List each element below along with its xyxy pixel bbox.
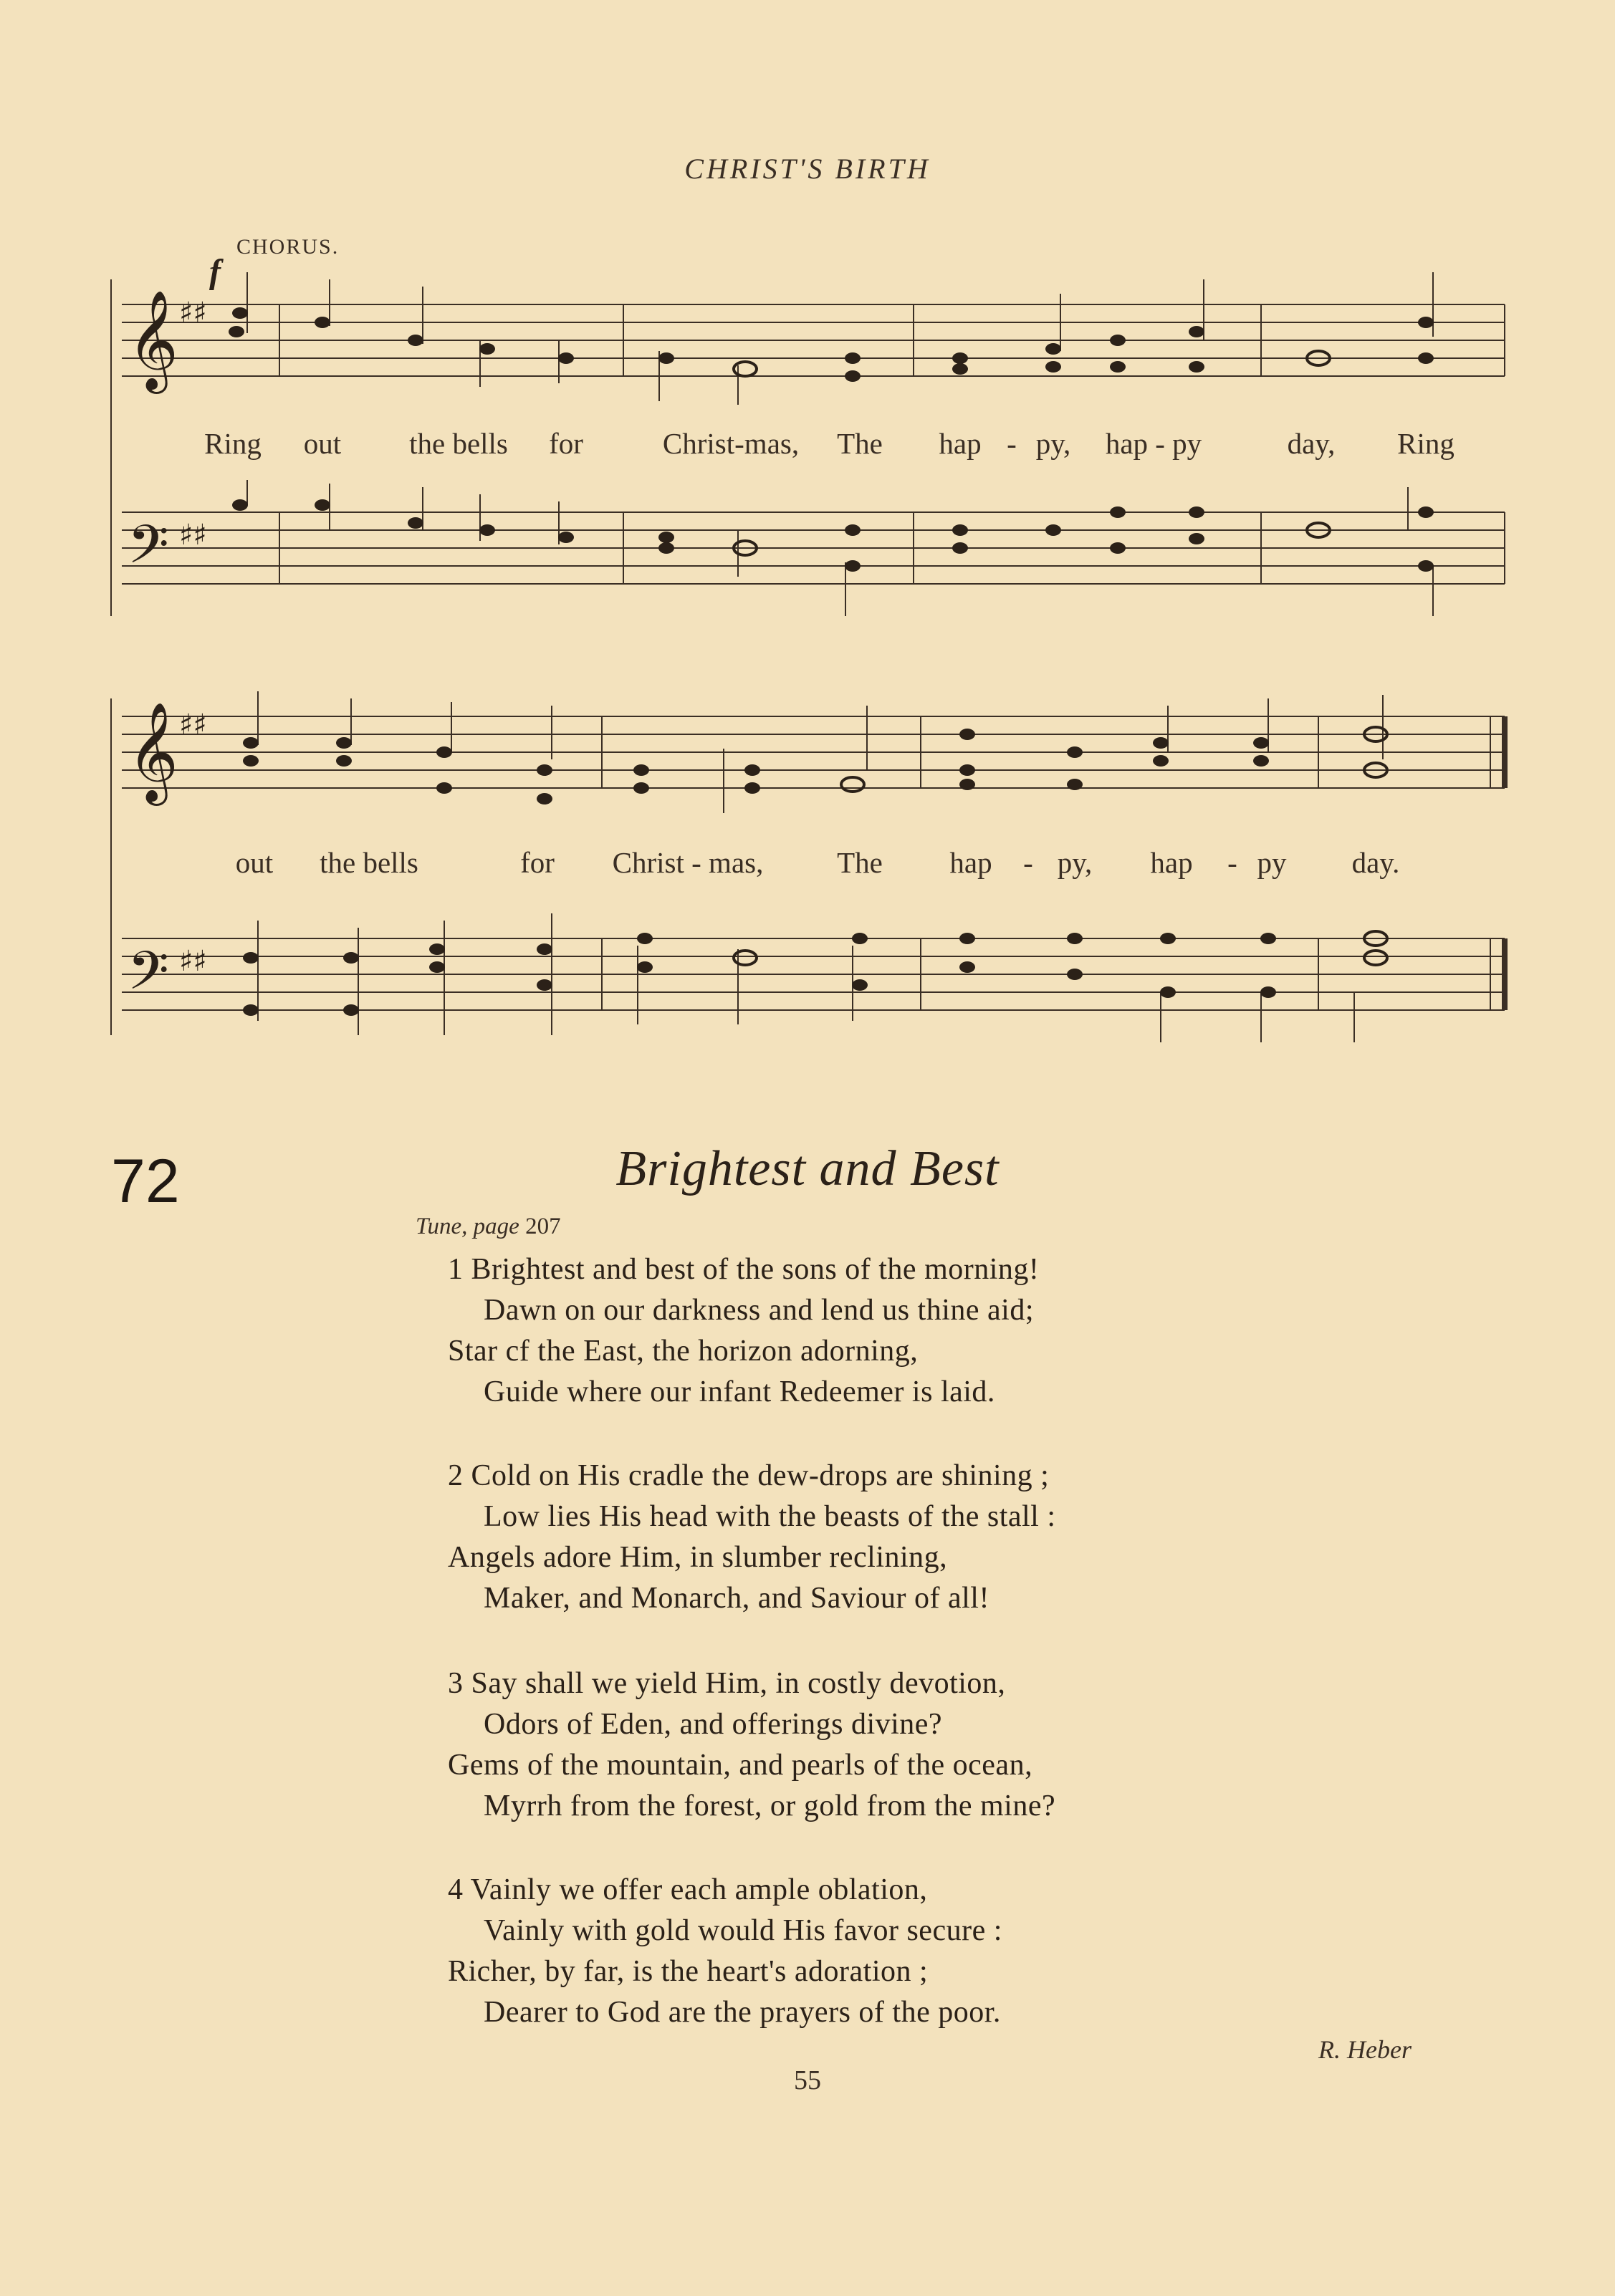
svg-text:♯♯: ♯♯ (179, 709, 207, 741)
tune-reference (416, 1214, 561, 1240)
tune-page: 207 (525, 1214, 561, 1239)
stanza-line: Maker, and Monarch, and Saviour of all! (484, 1582, 989, 1615)
running-head: CHRIST'S BIRTH (684, 153, 931, 185)
lyric-syllable: hap (1150, 846, 1193, 879)
lyric-syllable: day. (1351, 846, 1400, 879)
lyric-syllable: the bells (409, 427, 508, 460)
svg-text:𝄢: 𝄢 (128, 514, 169, 589)
stanza-line (448, 1252, 1039, 1287)
stanza-number: 3 (448, 1667, 464, 1700)
lyric-syllable: out (235, 846, 274, 879)
lyric-syllable: - (1023, 846, 1033, 879)
stanza-line (448, 1873, 927, 1907)
music-system-1 (107, 253, 1512, 630)
lyric-syllable: Christ-mas, (662, 427, 800, 460)
hymn-number: 72 (111, 1147, 180, 1216)
lyric-syllable: py (1257, 846, 1287, 879)
lyric-syllable: Ring (1397, 427, 1455, 460)
stanza-line (448, 1666, 1005, 1701)
stanza-line: Vainly with gold would His favor secure : (484, 1914, 1002, 1947)
lyric-syllable: for (549, 427, 583, 460)
lyric-syllable: out (303, 427, 342, 460)
stanza-line: Guide where our infant Redeemer is laid. (484, 1375, 995, 1408)
lyric-syllable: - (1007, 427, 1017, 460)
lyric-syllable: Christ - mas, (612, 846, 764, 879)
svg-text:♯♯: ♯♯ (179, 297, 207, 330)
stanza-line: Angels adore Him, in slumber reclining, (448, 1541, 948, 1574)
page-number: 55 (794, 2065, 821, 2095)
lyric-syllable: hap (939, 427, 982, 460)
music-system-2 (107, 677, 1512, 1067)
svg-text:♯♯: ♯♯ (179, 519, 207, 552)
lyric-syllable: The (837, 427, 883, 460)
stanza-line: Gems of the mountain, and pearls of the ocean, (448, 1749, 1033, 1782)
stanza-number: 4 (448, 1873, 464, 1906)
stanza-line (448, 1459, 1049, 1493)
stanza-line-text: Cold on His cradle the dew-drops are shining ; (471, 1459, 1050, 1492)
lyric-syllable: py, (1057, 846, 1093, 879)
stanza-line-text: Say shall we yield Him, in costly devotion, (471, 1667, 1006, 1700)
lyric-syllable: Ring (204, 427, 262, 460)
dynamic-marking: f (209, 253, 221, 291)
stanza-line: Dearer to God are the prayers of the poor. (484, 1996, 1001, 2029)
stanza-number: 1 (448, 1253, 464, 1286)
lyric-syllable: day, (1287, 427, 1336, 460)
lyric-syllable: py, (1035, 427, 1071, 460)
stanza-line: Dawn on our darkness and lend us thine aid; (484, 1294, 1035, 1327)
lyric-syllable: for (520, 846, 555, 879)
stanza-line-text: Brightest and best of the sons of the morning! (471, 1253, 1040, 1286)
lyric-syllable: hap (949, 846, 992, 879)
stanza-line: Low lies His head with the beasts of the stall : (484, 1500, 1056, 1533)
stanza-line: Odors of Eden, and offerings divine? (484, 1708, 943, 1741)
svg-text:𝄞: 𝄞 (128, 702, 178, 802)
lyric-syllable: The (837, 846, 883, 879)
lyric-syllable: hap - py (1105, 427, 1202, 460)
svg-text:𝄢: 𝄢 (128, 940, 169, 1015)
chorus-label: CHORUS. (236, 235, 340, 259)
stanza-number: 2 (448, 1459, 464, 1492)
stanza-line-text: Vainly we offer each ample oblation, (470, 1873, 928, 1906)
lyric-syllable: the bells (320, 846, 418, 879)
tune-label: Tune, page (416, 1214, 519, 1239)
hymn-title: Brightest and Best (615, 1141, 1000, 1196)
author-attribution: R. Heber (1318, 2035, 1412, 2064)
svg-text:𝄞: 𝄞 (128, 290, 178, 390)
music-staff-graphic-2 (107, 677, 1512, 1067)
svg-text:♯♯: ♯♯ (179, 945, 207, 978)
lyric-syllable: - (1227, 846, 1237, 879)
stanza-line: Star cf the East, the horizon adorning, (448, 1335, 919, 1368)
stanza-line: Richer, by far, is the heart's adoration ; (448, 1955, 929, 1988)
stanza-line: Myrrh from the forest, or gold from the mine? (484, 1790, 1056, 1822)
